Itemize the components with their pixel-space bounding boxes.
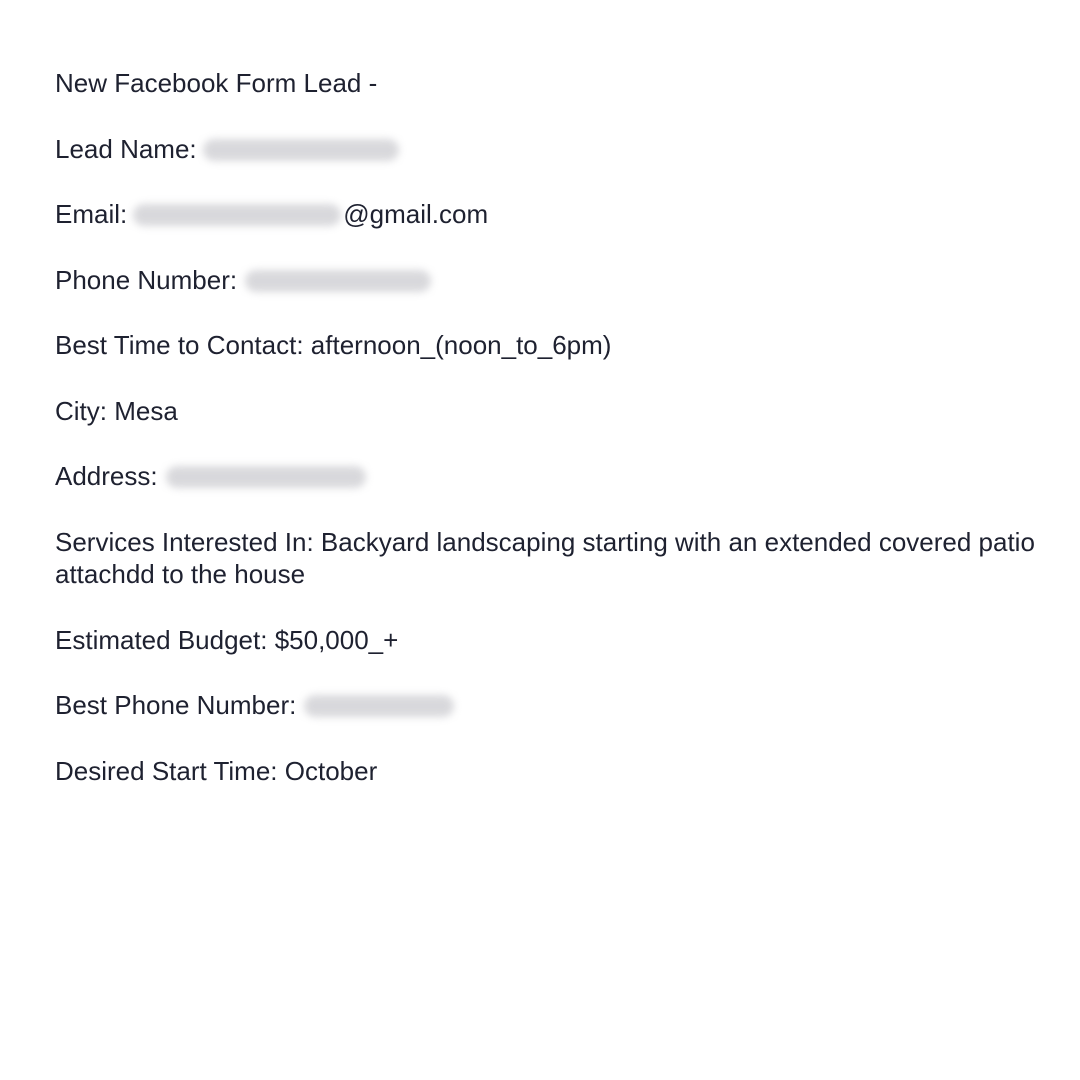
budget-value: $50,000_+ — [274, 624, 399, 655]
city-value: Mesa — [114, 395, 178, 426]
best-phone-label: Best Phone Number: — [55, 690, 297, 720]
start-time-label: Desired Start Time: — [55, 755, 278, 786]
start-time-value: October — [284, 755, 378, 786]
lead-document — [55, 67, 1045, 820]
lead-title-text: New Facebook Form Lead - — [55, 68, 378, 98]
budget-label: Estimated Budget: — [55, 624, 268, 655]
best-phone-redacted — [304, 695, 454, 717]
address-redacted — [166, 466, 366, 488]
address-row — [55, 460, 1045, 493]
best-phone-row — [55, 689, 1045, 722]
email-domain: @gmail.com — [343, 199, 489, 229]
email-user-redacted — [133, 204, 341, 226]
phone-label: Phone Number: — [55, 264, 238, 295]
phone-redacted — [245, 270, 431, 292]
city-label: City: — [55, 395, 107, 426]
services-label: Services Interested In: — [55, 526, 314, 557]
services-value: Backyard landscaping starting with an extended covered patio attachdd to the house — [55, 526, 1035, 589]
lead-name-label: Lead Name: — [55, 133, 197, 164]
best-time-label: Best Time to Contact: — [55, 330, 304, 360]
best-time-row — [55, 329, 1045, 362]
lead-name-row — [55, 133, 1045, 166]
lead-name-redacted — [203, 139, 399, 161]
address-label: Address: — [55, 461, 158, 491]
email-row — [55, 198, 1045, 231]
email-label: Email: — [55, 199, 128, 229]
phone-row — [55, 264, 1045, 297]
best-time-value: afternoon_(noon_to_6pm) — [310, 330, 612, 360]
services-row — [55, 526, 1045, 591]
lead-title — [55, 67, 1045, 100]
city-row — [55, 395, 1045, 428]
start-time-row — [55, 755, 1045, 788]
budget-row — [55, 624, 1045, 657]
